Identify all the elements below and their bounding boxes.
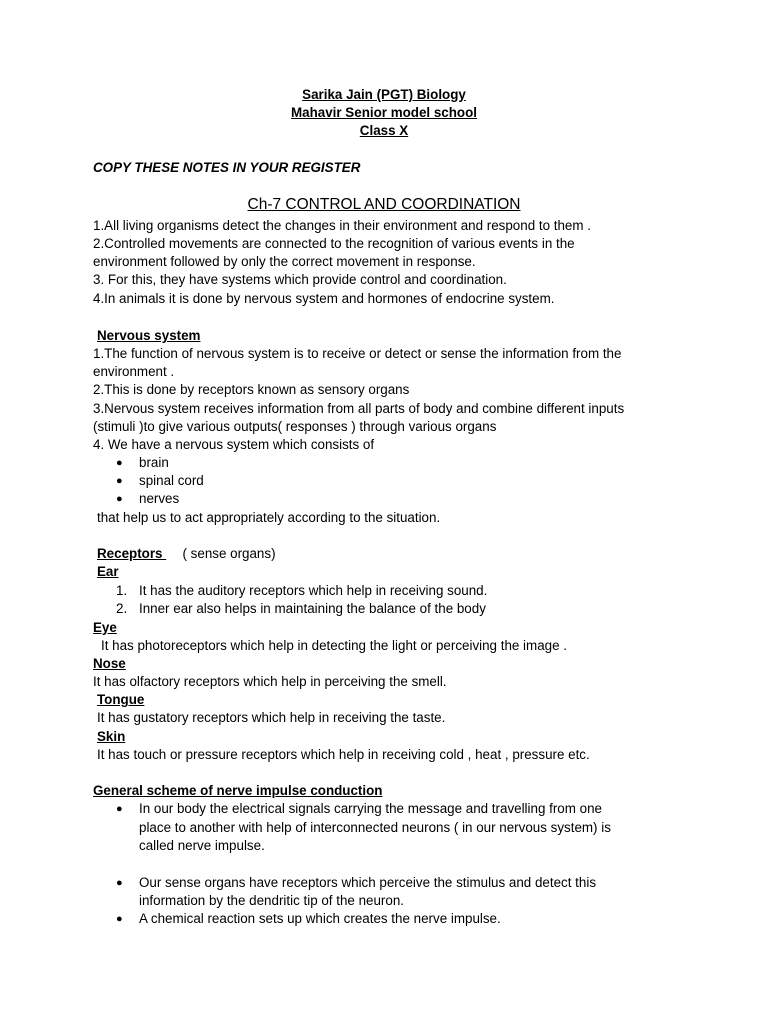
- underline-spacer: [163, 545, 183, 563]
- chapter-title: Ch-7 CONTROL AND COORDINATION: [247, 196, 521, 213]
- list-item: brain: [139, 455, 169, 470]
- bullet-icon: ●: [116, 475, 123, 487]
- bullet-icon: ●: [116, 457, 123, 469]
- nose-text: It has olfactory receptors which help in perceiving the smell.: [93, 674, 447, 689]
- nervous-after-text: that help us to act appropriately according to the situation.: [97, 510, 441, 525]
- ear-heading: Ear: [97, 564, 119, 579]
- nervous-line: 4. We have a nervous system which consists of: [93, 437, 375, 452]
- skin-text: It has touch or pressure receptors which help in receiving cold , heat , pressure etc.: [97, 747, 590, 762]
- scheme-text: A chemical reaction sets up which creates the nerve impulse.: [139, 911, 501, 926]
- scheme-text: Our sense organs have receptors which perceive the stimulus and detect this: [139, 875, 597, 890]
- list-item: spinal cord: [139, 473, 204, 488]
- receptors-heading-suffix: ( sense organs): [182, 546, 276, 561]
- nervous-line: environment .: [93, 364, 175, 379]
- list-number: 2.: [116, 601, 128, 616]
- bullet-icon: ●: [116, 803, 123, 815]
- author-line: Sarika Jain (PGT) Biology: [302, 87, 466, 102]
- nervous-line: 2.This is done by receptors known as sensory organs: [93, 382, 410, 397]
- intro-line: 4.In animals it is done by nervous system and hormones of endocrine system.: [93, 291, 555, 306]
- nervous-system-heading: Nervous system: [97, 328, 201, 343]
- scheme-text: information by the dendritic tip of the neuron.: [139, 893, 404, 908]
- tongue-heading: Tongue: [97, 692, 145, 707]
- scheme-text: In our body the electrical signals carrying the message and travelling from one: [139, 801, 602, 816]
- eye-heading: Eye: [93, 620, 117, 635]
- school-line: Mahavir Senior model school: [290, 105, 478, 120]
- receptors-heading: Receptors: [97, 546, 163, 561]
- intro-line: environment followed by only the correct movement in response.: [93, 254, 476, 269]
- skin-heading: Skin: [97, 729, 126, 744]
- eye-text: It has photoreceptors which help in detecting the light or perceiving the image .: [101, 638, 567, 653]
- nervous-line: (stimuli )to give various outputs( responses ) through various organs: [93, 419, 497, 434]
- scheme-text: place to another with help of interconnected neurons ( in our nervous system) is: [139, 820, 611, 835]
- ear-item: Inner ear also helps in maintaining the balance of the body: [139, 601, 486, 616]
- scheme-heading: General scheme of nerve impulse conduction: [93, 783, 383, 798]
- intro-line: 3. For this, they have systems which provide control and coordination.: [93, 272, 507, 287]
- nervous-line: 3.Nervous system receives information from all parts of body and combine different inputs: [93, 401, 625, 416]
- receptors-heading-line: [97, 545, 276, 563]
- intro-line: 2.Controlled movements are connected to the recognition of various events in the: [93, 236, 575, 251]
- instruction-text: COPY THESE NOTES IN YOUR REGISTER: [93, 160, 361, 175]
- list-number: 1.: [116, 583, 128, 598]
- list-item: nerves: [139, 491, 180, 506]
- ear-item: It has the auditory receptors which help in receiving sound.: [139, 583, 488, 598]
- class-line: Class X: [359, 123, 409, 138]
- nose-heading: Nose: [93, 656, 126, 671]
- scheme-text: called nerve impulse.: [139, 838, 265, 853]
- bullet-icon: ●: [116, 877, 123, 889]
- nervous-line: 1.The function of nervous system is to receive or detect or sense the information from the: [93, 346, 622, 361]
- intro-line: 1.All living organisms detect the changes in their environment and respond to them .: [93, 218, 591, 233]
- bullet-icon: ●: [116, 493, 123, 505]
- tongue-text: It has gustatory receptors which help in receiving the taste.: [97, 710, 446, 725]
- bullet-icon: ●: [116, 913, 123, 925]
